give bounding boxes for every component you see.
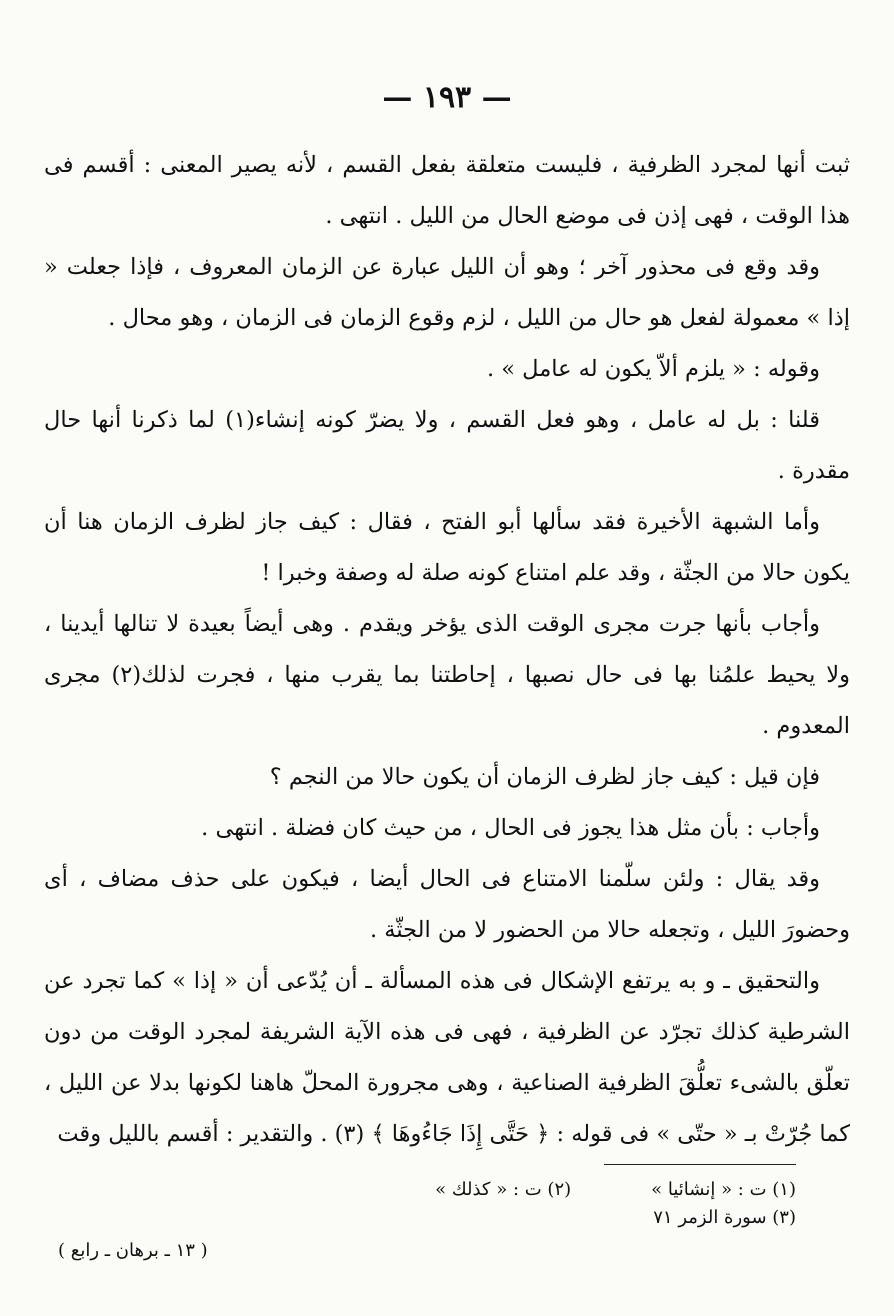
footnote-1: (١) ت : « إنشائيا » [651, 1179, 796, 1200]
footnote-row [276, 1176, 796, 1204]
main-text [44, 140, 850, 1160]
paragraph-1: ثبت أنها لمجرد الظرفية ، فليست متعلقة بفعل القسم ، لأنه يصير المعنى : أقسم فى هذا الوقت ، فهى إذن فى موضع الحال من الليل . انتهى . [44, 152, 850, 229]
paragraph-7: فإن قيل : كيف جاز لظرف الزمان أن يكون حالا من النجم ؟ [269, 764, 820, 790]
paragraph-9: وقد يقال : ولئن سلّمنا الامتناع فى الحال أيضا ، فيكون على حذف مضاف ، أى وحضورَ الليل ، وتجعله حالا من الحضور لا من الجثّة . [44, 866, 850, 943]
footnotes [276, 1176, 796, 1232]
footnote-divider [604, 1164, 796, 1165]
footnote-3: (٣) سورة الزمر ٧١ [653, 1207, 796, 1228]
signature-mark: ( ١٣ ـ برهان ـ رابع ) [58, 1240, 208, 1261]
paragraph-6: وأجاب بأنها جرت مجرى الوقت الذى يؤخر ويقدم . وهى أيضاً بعيدة لا تنالها أيدينا ، ولا يحيط علمُنا بها فى حال نصبها ، إحاطتنا بما يقرب منها ، فجرت لذلك(٢) مجرى المعدوم . [44, 611, 850, 739]
paragraph-2: وقد وقع فى محذور آخر ؛ وهو أن الليل عبارة عن الزمان المعروف ، فإذا جعلت « إذا » معمولة لفعل هو حال من الليل ، لزم وقوع الزمان فى الزمان ، وهو محال . [44, 254, 850, 331]
footnote-row [276, 1204, 796, 1232]
paragraph-4: قلنا : بل له عامل ، وهو فعل القسم ، ولا يضرّ كونه إنشاء(١) لما ذكرنا أنها حال مقدرة . [44, 407, 850, 484]
paragraph-10: والتحقيق ـ و به يرتفع الإشكال فى هذه المسألة ـ أن يُدّعى أن « إذا » كما تجرد عن الشرطية كذلك تجرّد عن الظرفية ، فهى فى هذه الآية الشريفة لمجرد الوقت من دون تعلّق بالشىء تعلُّقَ الظرفية الصناعية ، وهى مجرورة المحلّ هاهنا لكونها بدلا عن الليل ، كما جُرّتْ بـ « حتّى » فى قوله : ﴿ حَتَّى إِذَا جَاءُوهَا ﴾ (٣) . والتقدير : أقسم بالليل وقت [44, 968, 850, 1147]
paragraph-3: وقوله : « يلزم ألاّ يكون له عامل » . [486, 356, 820, 382]
page-number: — ١٩٣ — [382, 80, 512, 115]
paragraph-5: وأما الشبهة الأخيرة فقد سألها أبو الفتح ، فقال : كيف جاز لظرف الزمان هنا أن يكون حالا من الجثّة ، وقد علم امتناع كونه صلة له وصفة وخبرا ! [44, 509, 850, 586]
paragraph-8: وأجاب : بأن مثل هذا يجوز فى الحال ، من حيث كان فضلة . انتهى . [201, 815, 820, 841]
footnote-2: (٢) ت : « كذلك » [435, 1179, 572, 1200]
